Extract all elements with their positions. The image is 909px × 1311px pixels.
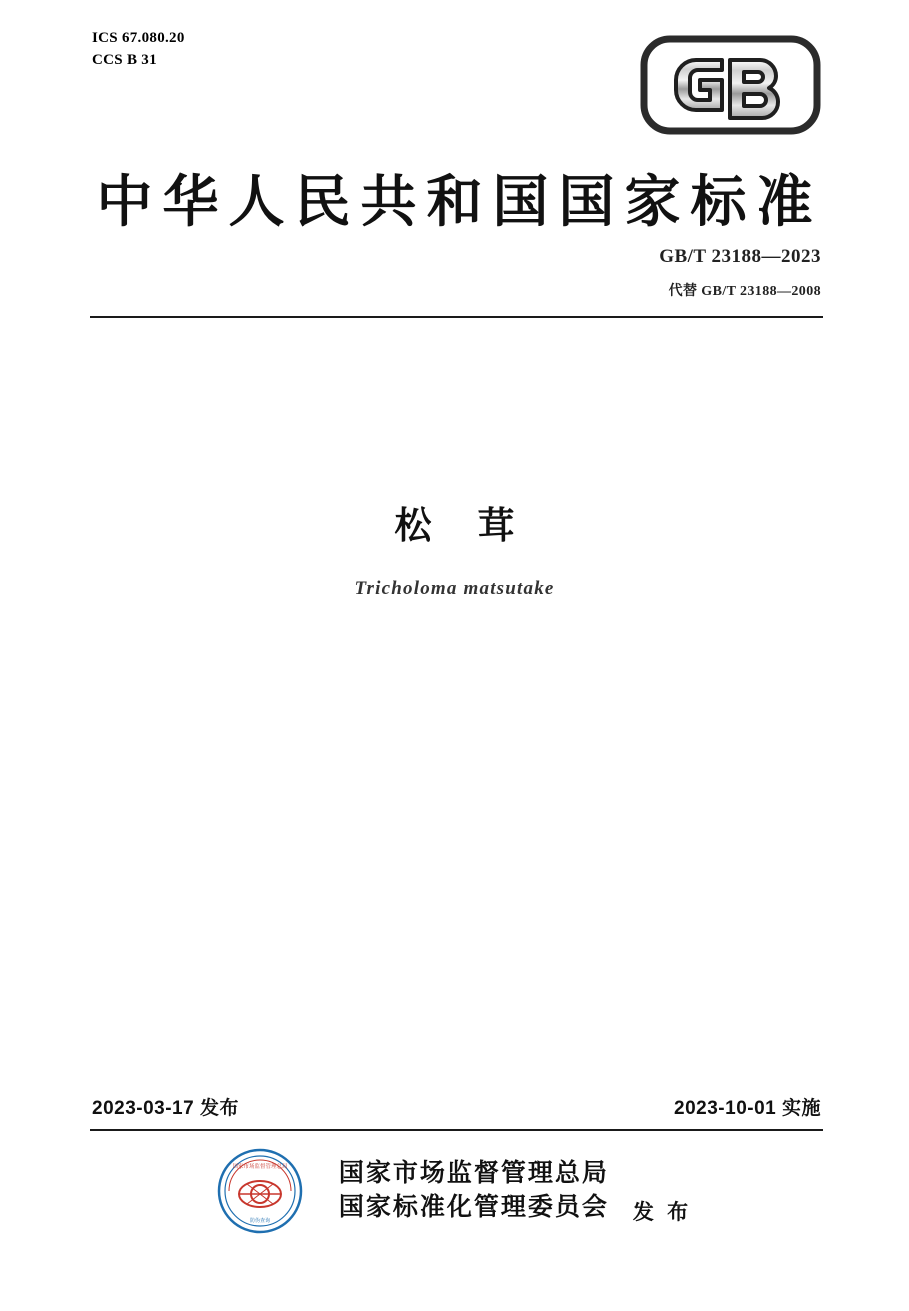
ics-code: ICS 67.080.20 [92,30,185,46]
svg-text:防伪查询: 防伪查询 [249,1218,270,1224]
subject-title-latin: Tricholoma matsutake [354,578,555,599]
publisher-block [0,1148,909,1234]
publisher-line-1: 国家市场监督管理总局 [338,1160,609,1188]
standard-replaces: 代替 GB/T 23188—2008 [668,284,821,299]
ccs-code: CCS B 31 [92,51,157,68]
publisher-line-2: 国家标准化管理委员会 [338,1194,609,1221]
page-title: 中华人民共和国国家标准 [96,172,823,234]
subject-title-chinese: 松茸 [394,506,561,547]
publisher-names [339,1157,609,1225]
gb-emblem-icon [638,34,823,136]
standard-number: GB/T 23188—2023 [659,246,821,267]
issue-date: 2023-03-17 发布 [92,1098,239,1119]
classification-codes [92,28,185,72]
svg-text:国家市场监督管理总局: 国家市场监督管理总局 [232,1164,288,1170]
publisher-verb: 发 布 [632,1200,693,1224]
official-seal-icon [217,1148,303,1234]
divider-bottom [90,1129,823,1131]
divider-top [90,316,823,318]
implementation-date: 2023-10-01 实施 [674,1098,821,1119]
